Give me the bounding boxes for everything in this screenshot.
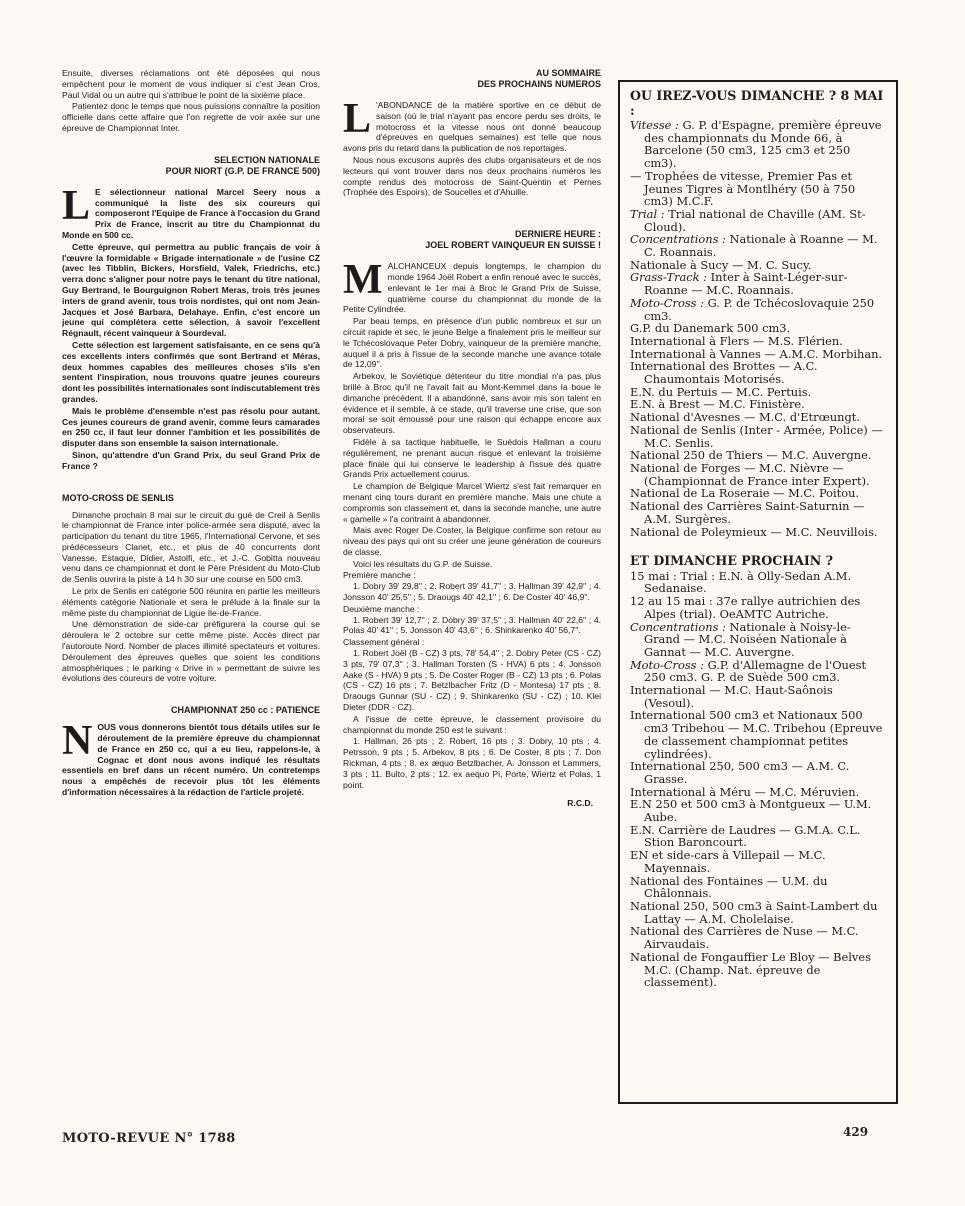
robert-paragraph-4: Fidèle à sa tactique habituelle, le Suédois Hallman a couru régulièrement, ne prenant aucun risque et enlevant la troisième place finale qui lui conserve le leadership à l'issue des quatre Grands Prix actuellement courus. xyxy=(343,436,601,480)
magazine-footer-title: MOTO-REVUE N° 1788 xyxy=(62,1131,236,1146)
first-heat-label: Première manche : xyxy=(343,570,416,581)
robert-paragraph-5: Le champion de Belgique Marcel Wiertz s'est fait remarquer en menant cinq tours durant en première manche. Mais une chute a compromis son classement et, dans la seconde manche, une autre « gamelle » l'a contraint à abandonner. xyxy=(343,481,601,524)
event-entry: E.N 250 et 500 cm3 à Montgueux — U.M. Aube. xyxy=(630,797,872,825)
event-entry: 12 au 15 mai : 37e rallye autrichien des Alpes (trial). OeAMTC Autriche. xyxy=(630,594,861,621)
event-entry: International 500 cm3 et Nationaux 500 cm3 Tribehou — M.C. Tribehou (Epreuve de classement championnat petites cylindrées). xyxy=(630,708,883,761)
event-entry: E.N. du Pertuis — M.C. Pertuis. xyxy=(630,384,812,399)
event-entry: Concentrations : Nationale à Roanne — M. C. Roannais. xyxy=(630,232,878,260)
event-entry: National 250 de Thiers — M.C. Auvergne. xyxy=(630,448,872,463)
patience-paragraph-1: NOUS vous donnerons bientôt tous détails utiles sur le déroulement de la première épreuve du championnat de France en 250 cc, qui a eu lieu, rappelons-le, à Cognac et dont nous avons indiqué les résultats essentiels en bref dans un récent numéro. Un contretemps nous a empêchés de recevoir plus tôt les éléments d'information nécessaires à la rédaction de l'article projeté. xyxy=(62,718,320,798)
robert-paragraph-7: Voici les résultats du G.P. de Suisse. xyxy=(353,558,493,569)
events-box xyxy=(618,80,898,1104)
event-entry: National 250, 500 cm3 à Saint-Lambert du Lattay — A.M. Cholelaise. xyxy=(630,898,878,926)
event-entry: National des Carrières de Nuse — M.C. Airvaudais. xyxy=(630,924,859,952)
robert-paragraph-6: Mais avec Roger De Coster, la Belgique confirme son retour au niveau des pays qui ont su créer une jeune génération de coureurs de classe. xyxy=(343,525,601,557)
event-entry: International des Brottes — A.C. Chaumontais Motorisés. xyxy=(630,359,818,387)
patience-heading: CHAMPIONNAT 250 cc : PATIENCE xyxy=(170,705,320,716)
event-entry: Moto-Cross : G. P. de Tchécoslovaquie 250 cm3. xyxy=(630,295,875,323)
dropcap-n: N xyxy=(62,718,93,765)
senlis-paragraph-3: Une démonstration de side-car préfigurera la course qui se déroulera le 2 octobre sur cette même piste. Accès direct par l'autoroute Nord. Nomber de places illimité spectateurs et voitures. Déroulement des épreuves quelles que soient les conditions atmosphériques ; le parking « Drive in » permettant de suivre les évolutions des coureurs de votre voiture. xyxy=(62,619,320,684)
intro-paragraph-1: Ensuite, diverses réclamations ont été déposées qui nous empêchent pour le moment de vous indiquer si c'est Jean Cros, Paul Vidal ou un autre qui s'attribue le point de la sixième place. xyxy=(62,68,320,100)
box-heading-sunday: OU IREZ-VOUS DIMANCHE ? 8 MAI : xyxy=(630,88,884,118)
column-middle xyxy=(343,68,601,817)
event-entry: — Trophées de vitesse, Premier Pas et Jeunes Tigres à Montlhéry (50 à 750 cm3) M.C.F. xyxy=(630,168,856,209)
event-entry: National de Forges — M.C. Nièvre — (Championnat de France inter Expert). xyxy=(630,460,870,488)
page-number: 429 xyxy=(843,1125,869,1139)
event-entry: National d'Avesnes — M.C. d'Etrœungt. xyxy=(630,410,861,425)
overall-label: Classement général : xyxy=(343,637,425,648)
robert-paragraph-2: Par beau temps, en présence d'un public nombreux et sur un circuit rapide et sec, le jeune Belge a finalement pris le meilleur sur le Tchécoslovaque Peter Dobry, vainqueur de la première manche, auquel il a pris à l'issue de la seconde manche une avance totale de 12,09''. xyxy=(343,316,601,370)
event-entry: National de Fongauffier Le Bloy — Belves M.C. (Champ. Nat. épreuve de classement). xyxy=(630,949,871,990)
event-entry: International à Flers — M.S. Flérien. xyxy=(630,333,843,348)
first-heat-results: 1. Dobry 39' 29,8'' ; 2. Robert 39' 41,7'' ; 3. Hallman 39' 42,9'' ; 4. Jonsson 40' 25,5'' ; 5. Draougs 40' 42,1'' ; 6. De Coster 40' 46,9''. xyxy=(343,581,601,603)
event-entry: E.N. à Brest — M.C. Finistère. xyxy=(630,397,805,412)
event-entry: International à Méru — M.C. Méruvien. xyxy=(630,784,860,799)
event-entry: National des Fontaines — U.M. du Châlonnais. xyxy=(630,873,828,901)
robert-paragraph-8: A l'issue de cette épreuve, le classement provisoire du championnat du monde 250 est le suivant : xyxy=(343,713,601,735)
intro-paragraph-2: Patientez donc le temps que nous puissions connaître la position officielle dans cette affaire que l'on regrette de voir axée sur une épreuve de Championnat Inter. xyxy=(62,101,320,133)
selection-paragraph-1: L E sélectionneur national Marcel Seery nous a communiqué la liste des six coureurs qui composeront l'Equipe de France à l'occasion du Grand Prix de France, inscrit au titre du Championnat du Monde en 500 cc. xyxy=(62,182,320,240)
sommaire-paragraph-2: Nous nous excusons auprès des clubs organisateurs et de nos lecteurs qui vont trouver dans nos deux prochains numéros les compte rendus des motocross de Saint-Quentin et Pernes (Trophée des Espoirs), de Soucelles et d'Ahuille. xyxy=(343,154,601,198)
event-entry: International à Vannes — A.M.C. Morbihan. xyxy=(630,346,883,361)
robert-paragraph-1: MALCHANCEUX depuis longtemps, le champion du monde 1964 Joël Robert a enfin renoué avec le succès, enlevant le 1er mai à Broc le Grand Prix de Suisse, quatrième course du championnat du monde de la Petite Cylindrée. xyxy=(343,257,601,315)
event-entry: National des Carrières Saint-Saturnin — A.M. Surgères. xyxy=(630,499,865,526)
event-entry: Trial : Trial national de Chaville (AM. St-Cloud). xyxy=(630,206,866,234)
event-entry: EN et side-cars à Villepail — M.C. Mayennais. xyxy=(630,848,826,875)
event-entry: Nationale à Sucy — M. C. Sucy. xyxy=(630,257,812,272)
robert-paragraph-3: Arbekov, le Soviétique détenteur du titre mondial n'a pas plus brillé à Broc qu'il ne l'avait fait au Mont-Kemmel dans la boue le dimanche précédent. Il a abandonné, sans avoir mis son talent en évidence et il semble, à ce stade, qu'il traverse une crise, que son moral se soit émoussé pour une raison qui échappe encore aux observateurs. xyxy=(343,371,601,436)
selection-paragraph-2: Cette épreuve, qui permettra au public français de voir à l'œuvre la formidable « Brigade internationale » de l'usine CZ (avec les Tibblin, Bickers, Horsfield, Valek, Friedrichs, etc.) verra donc s'aligner pour notre pays le tenant du titre national, Guy Bertrand, le Bourguignon Robert Meras, trois très jeunes inters de grand avenir, tous trois nordistes, qui ont nom Jean-Jacques et José Barbara, Delahaye. Enfin, c'est encore un jeune qui complétera cette sélection, à savoir l'excellent Régnault, récent vainqueur à Sourdeval. xyxy=(62,241,320,339)
event-entry: International — M.C. Haut-Saônois (Vesoul). xyxy=(630,683,833,710)
event-entry: International 250, 500 cm3 — A.M. C. Grasse. xyxy=(630,759,850,786)
event-entry: 15 mai : Trial : E.N. à Olly-Sedan A.M. Sedanaise. xyxy=(630,568,852,596)
signature: R.C.D. xyxy=(567,798,593,809)
robert-heading-2: JOEL ROBERT VAINQUEUR EN SUISSE ! xyxy=(425,240,601,251)
selection-paragraph-3: Cette sélection est largement satisfaisante, en ce sens qu'à ces excellents inters confirmés que sont Bertrand et Méras, deux hommes capables des meilleures choses s'ils s'en sentent l'inspiration, nous trouvons quatre jeunes coureurs dont les possibilités internationales sont indiscutablement très grandes. xyxy=(62,339,320,404)
selection-heading-1: SELECTION NATIONALE xyxy=(214,154,320,165)
sommaire-paragraph-1: L 'ABONDANCE de la matière sportive en ce début de saison (où le trial n'ayant pas encore perdu ses droits, le motocross et la vitesse nous ont donné beaucoup d'épreuves en quelques semaines) est telle que nous avons pris du retard dans la publication de nos reportages. xyxy=(343,96,601,154)
robert-heading-1: DERNIERE HEURE : xyxy=(514,229,601,240)
dropcap-m: M xyxy=(343,257,383,304)
event-entry: Moto-Cross : G.P. d'Allemagne de l'Ouest 250 cm3. G. P. de Suède 500 cm3. xyxy=(630,657,867,685)
box-heading-next-sunday: ET DIMANCHE PROCHAIN ? xyxy=(630,553,834,569)
second-heat-label: Deuxième manche : xyxy=(343,603,420,614)
senlis-paragraph-2: Le prix de Senlis en catégorie 500 réunira en partie les meilleurs éléments catégorie Nationale et sera le prélude à la finale sur la même piste du championnat de Ligue Ile-de-France. xyxy=(62,586,320,618)
senlis-paragraph-1: Dimanche prochain 8 mai sur le circuit du gué de Creil à Senlis le championnat de France inter police-armée sera disputé, avec la participation du tenant du titre 1965, l'International Cervone, et ses prédécesseurs Clanet, etc., et plus de 40 concurrents dont Vanesse, Estaque, Didier, Astolfi, etc., et J.-C. Gobitta nouveau venu dans ce championnat et dont le Père Président du Moto-Club de Senlis ouvrira la piste à 14 h 30 sur une course en 500 cm3. xyxy=(62,509,320,585)
overall-results: 1. Robert Joël (B - CZ) 3 pts, 78' 54,4'' ; 2. Dobry Peter (CS - CZ) 3 pts, 79' 07,3'' ; 3. Hallman Torsten (S - HVA) 6 pts ; 4. Jonsson Aake (S - HVA) 9 pts ; 5. De Coster Roger (B - CZ) 13 pts ; 6. Polas (CS - CZ) 16 pts ; 7. Betzlbacher Fritz (D - Montesa) 17 pts ; 8. Draougs Gunnar (SU - CZ) ; 9. Shinkarenko (SU - CZ) ; 10. Klei Dieter (DDR - CZ). xyxy=(343,648,601,713)
sunday-events-list xyxy=(630,119,886,538)
event-entry: National de La Roseraie — M.C. Poitou. xyxy=(630,486,860,501)
sommaire-heading-2: DES PROCHAINS NUMEROS xyxy=(477,79,601,89)
event-entry: Vitesse : G. P. d'Espagne, première épreuve des championnats du Monde 66, à Barcelone (50 cm3, 125 cm3 et 250 cm3). xyxy=(630,118,882,171)
next-sunday-events-list xyxy=(630,570,886,989)
provisional-standings: 1. Hallman, 26 pts ; 2. Robert, 16 pts ; 3. Dobry, 10 pts ; 4. Petrsson, 9 pts ; 5. Arbekov, 8 pts ; 6. De Coster, 8 pts ; 7. Don Rickman, 4 pts ; 8. ex æquo Betzlbacher, A. Jonsson et Lammers, 3 pts ; 11. Bulto, 2 pts ; 12. ex aequo Pi, Porte, Wiertz et Polas, 1 point. xyxy=(343,736,601,790)
senlis-heading: MOTO-CROSS DE SENLIS xyxy=(62,492,174,503)
dropcap-l2: L xyxy=(343,96,372,142)
event-entry: National de Poleymieux — M.C. Neuvillois. xyxy=(630,524,878,539)
selection-paragraph-5: Sinon, qu'attendre d'un Grand Prix, du seul Grand Prix de France ? xyxy=(62,449,320,471)
event-entry: E.N. Carrière de Laudres — G.M.A. C.L. Stion Baroncourt. xyxy=(630,822,861,850)
second-heat-results: 1. Robert 39' 12,7'' ; 2. Dobry 39' 37,5'' ; 3. Hallman 40' 22,6'' ; 4. Polas 40' 41'' ; 5. Jonsson 40' 43,6'' ; 6. Shinkarenko 40' 56,7''. xyxy=(343,614,601,636)
selection-heading-2: POUR NIORT (G.P. DE FRANCE 500) xyxy=(165,165,320,176)
event-entry: National de Senlis (Inter - Armée, Police) — M.C. Senlis. xyxy=(630,422,883,450)
column-left xyxy=(62,68,320,799)
dropcap-l: L xyxy=(62,182,91,229)
sommaire-heading-1: AU SOMMAIRE xyxy=(536,68,601,78)
event-entry: Concentrations : Nationale à Noisy-le-Grand — M.C. Noiséen Nationale à Gannat — M.C. Auvergne. xyxy=(630,619,851,659)
selection-paragraph-4: Mais le problème d'ensemble n'est pas résolu pour autant. Ces jeunes coureurs de grand avenir, comme leurs camarades en 250 cc, il faut leur donner l'ambition et les possibilités de disputer dans son ensemble la saison internationale. xyxy=(62,405,320,449)
event-entry: Grass-Track : Inter à Saint-Léger-sur-Roanne — M.C. Roannais. xyxy=(630,270,848,298)
event-entry: G.P. du Danemark 500 cm3. xyxy=(630,321,791,336)
